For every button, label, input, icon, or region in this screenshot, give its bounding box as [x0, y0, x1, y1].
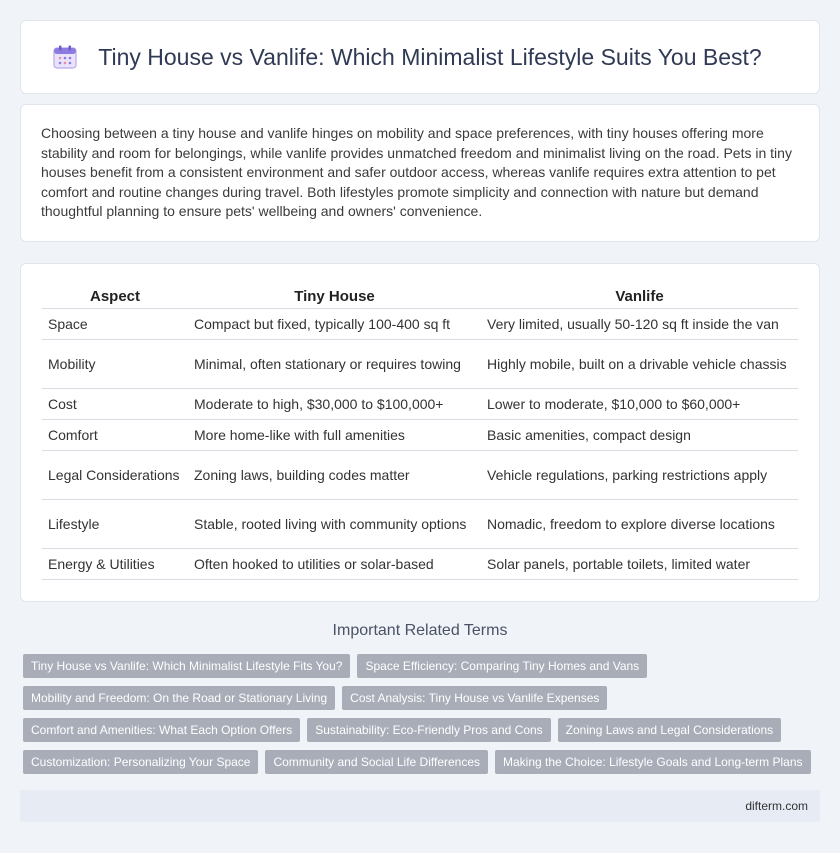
aspect-cell: Legal Considerations	[42, 450, 188, 499]
tiny-house-cell: Stable, rooted living with community options	[188, 499, 481, 548]
related-term-tag[interactable]: Community and Social Life Differences	[265, 750, 488, 774]
vanlife-cell: Solar panels, portable toilets, limited water	[481, 548, 798, 579]
tiny-house-cell: Zoning laws, building codes matter	[188, 450, 481, 499]
vanlife-cell: Nomadic, freedom to explore diverse locations	[481, 499, 798, 548]
table-row	[42, 388, 798, 419]
comparison-card	[20, 263, 820, 602]
site-link[interactable]: difterm.com	[745, 799, 808, 813]
aspect-cell: Comfort	[42, 419, 188, 450]
table-row	[42, 339, 798, 388]
related-term-tag[interactable]: Tiny House vs Vanlife: Which Minimalist Lifestyle Fits You?	[23, 654, 350, 678]
related-term-tag[interactable]: Zoning Laws and Legal Considerations	[558, 718, 781, 742]
intro-card	[20, 104, 820, 242]
related-term-tag[interactable]: Space Efficiency: Comparing Tiny Homes and Vans	[357, 654, 647, 678]
vanlife-cell: Vehicle regulations, parking restrictions apply	[481, 450, 798, 499]
vanlife-cell: Basic amenities, compact design	[481, 419, 798, 450]
comparison-table	[42, 284, 798, 580]
table-row	[42, 308, 798, 339]
aspect-cell: Space	[42, 308, 188, 339]
aspect-cell: Mobility	[42, 339, 188, 388]
aspect-cell: Cost	[42, 388, 188, 419]
vanlife-cell: Very limited, usually 50-120 sq ft inside the van	[481, 308, 798, 339]
table-row	[42, 548, 798, 579]
aspect-cell: Energy & Utilities	[42, 548, 188, 579]
related-term-tag[interactable]: Making the Choice: Lifestyle Goals and Long-term Plans	[495, 750, 811, 774]
related-term-tag[interactable]: Mobility and Freedom: On the Road or Stationary Living	[23, 686, 335, 710]
related-term-tag[interactable]: Sustainability: Eco-Friendly Pros and Cons	[307, 718, 550, 742]
vanlife-cell: Lower to moderate, $10,000 to $60,000+	[481, 388, 798, 419]
related-term-tag[interactable]: Cost Analysis: Tiny House vs Vanlife Expenses	[342, 686, 607, 710]
tiny-house-cell: Moderate to high, $30,000 to $100,000+	[188, 388, 481, 419]
tiny-house-cell: Compact but fixed, typically 100-400 sq ft	[188, 308, 481, 339]
related-terms-title: Important Related Terms	[332, 622, 508, 639]
footer	[20, 790, 820, 822]
related-term-tag[interactable]: Customization: Personalizing Your Space	[23, 750, 258, 774]
header-card	[20, 20, 820, 94]
column-header-aspect: Aspect	[42, 284, 188, 308]
column-header-vanlife: Vanlife	[481, 284, 798, 308]
aspect-cell: Lifestyle	[42, 499, 188, 548]
tiny-house-cell: More home-like with full amenities	[188, 419, 481, 450]
related-terms-list	[23, 654, 823, 782]
intro-paragraph: Choosing between a tiny house and vanlife hinges on mobility and space preferences, with tiny houses offering more stability and room for belongings, while vanlife provides unmatched freedom and minimalist living on the road. Pets in tiny houses benefit from a consistent environment and safer outdoor access, whereas vanlife requires extra attention to pet comfort and routine changes during travel. Both lifestyles promote simplicity and connection with nature but demand thoughtful planning to ensure pets' wellbeing and owners' convenience.	[41, 125, 792, 219]
table-row	[42, 499, 798, 548]
column-header-tiny-house: Tiny House	[188, 284, 481, 308]
tiny-house-cell: Minimal, often stationary or requires towing	[188, 339, 481, 388]
table-row	[42, 419, 798, 450]
tiny-house-cell: Often hooked to utilities or solar-based	[188, 548, 481, 579]
calendar-icon	[52, 44, 78, 70]
related-term-tag[interactable]: Comfort and Amenities: What Each Option Offers	[23, 718, 300, 742]
page-title: Tiny House vs Vanlife: Which Minimalist Lifestyle Suits You Best?	[98, 43, 762, 70]
table-row	[42, 450, 798, 499]
vanlife-cell: Highly mobile, built on a drivable vehicle chassis	[481, 339, 798, 388]
